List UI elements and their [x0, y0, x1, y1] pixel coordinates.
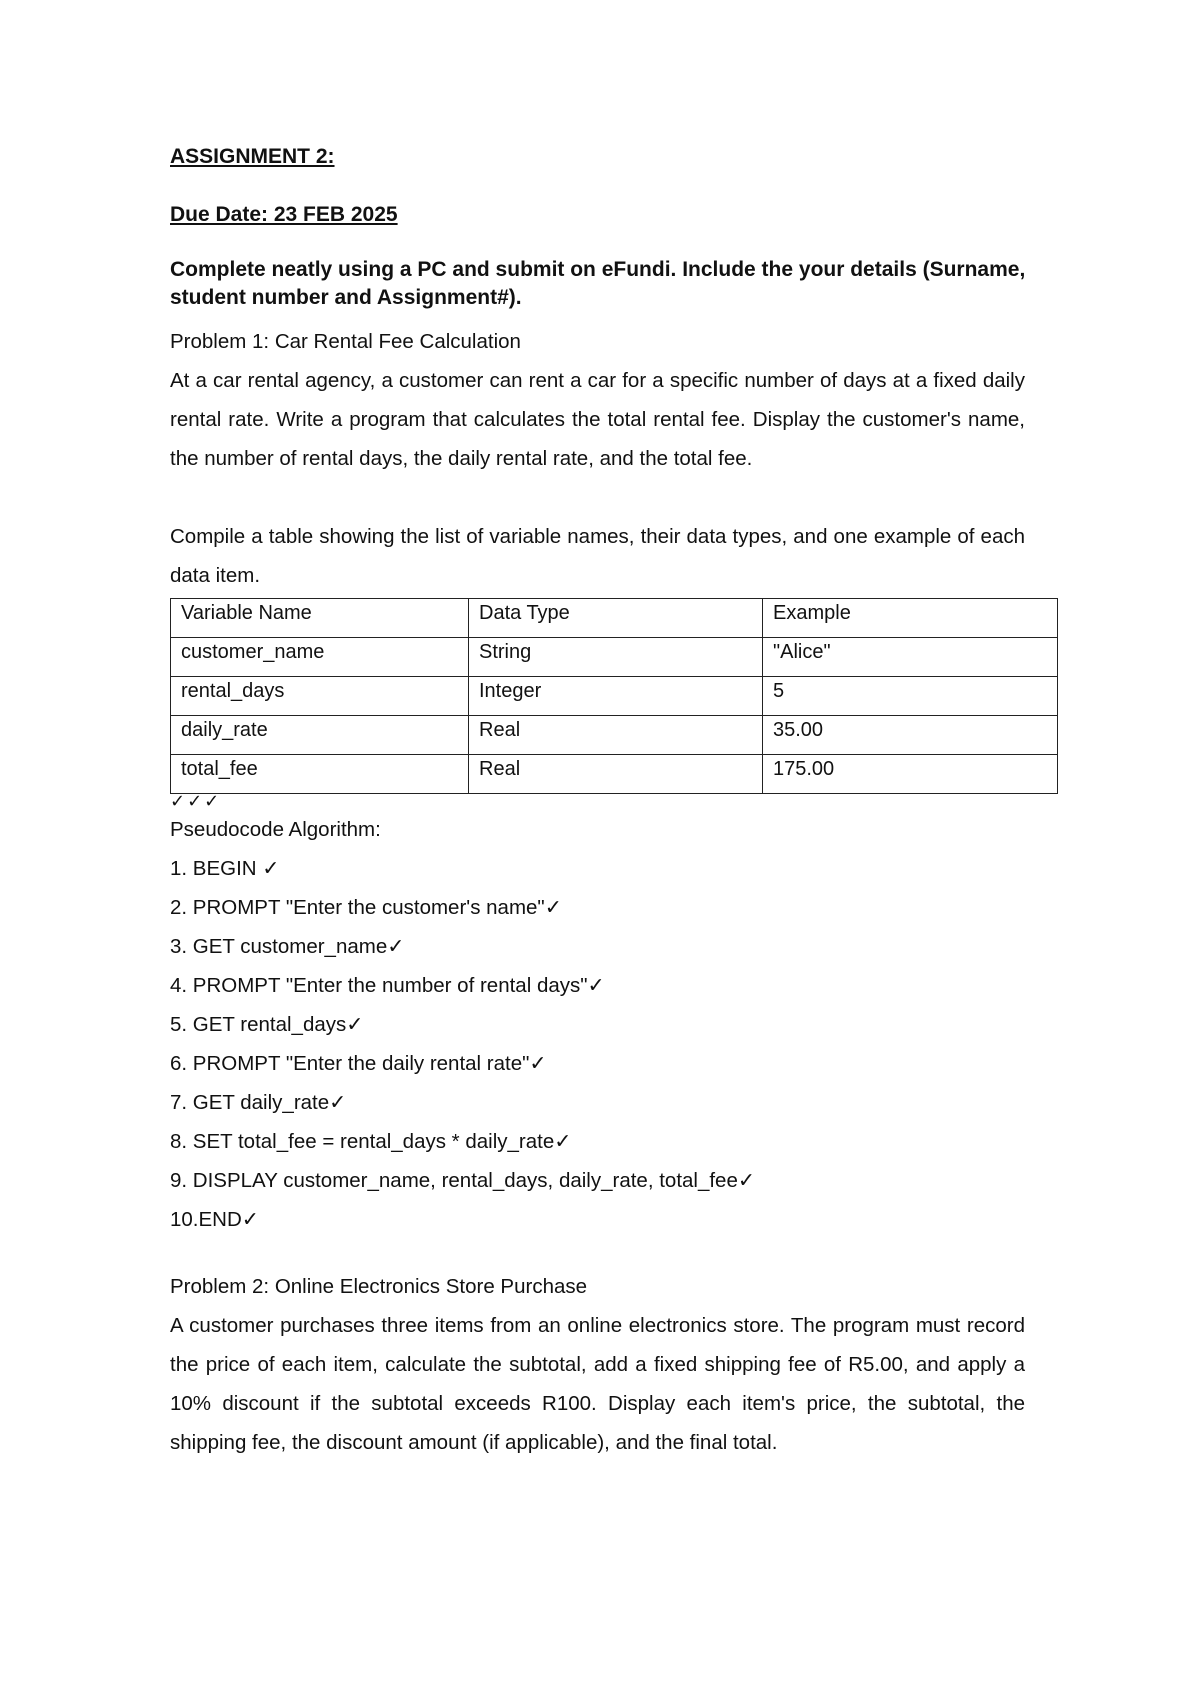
pseudocode-step: 4. PROMPT "Enter the number of rental days"✓	[170, 974, 605, 997]
table-row	[171, 677, 1058, 716]
spacer	[170, 478, 1060, 517]
submission-instructions: Complete neatly using a PC and submit on eFundi. Include the your details (Surname, student number and Assignment#).	[170, 258, 1026, 309]
table-cell: rental_days	[171, 677, 469, 716]
table-cell: 5	[763, 677, 1058, 716]
table-header-row	[171, 599, 1058, 638]
pseudocode-step: 10.END✓	[170, 1208, 259, 1231]
header-cell: Variable Name	[171, 599, 469, 638]
pseudocode-step: 5. GET rental_days✓	[170, 1013, 364, 1036]
table-cell: String	[469, 638, 763, 677]
table-cell: "Alice"	[763, 638, 1058, 677]
problem1-title: Problem 1: Car Rental Fee Calculation	[170, 330, 521, 353]
table-cell: Real	[469, 716, 763, 755]
pseudocode-step: 8. SET total_fee = rental_days * daily_rate✓	[170, 1130, 572, 1153]
problem1-description: At a car rental agency, a customer can rent a car for a specific number of days at a fixed daily rental rate. Write a program that calculates the total rental fee. Display the customer's name, the number of rental days, the daily rental rate, and the total fee.	[170, 369, 1025, 470]
pseudocode-step: 9. DISPLAY customer_name, rental_days, daily_rate, total_fee✓	[170, 1169, 756, 1192]
table-prompt: Compile a table showing the list of variable names, their data types, and one example of each data item.	[170, 525, 1025, 587]
table-cell: 35.00	[763, 716, 1058, 755]
variables-table	[170, 598, 1058, 794]
table-cell: daily_rate	[171, 716, 469, 755]
table-row	[171, 755, 1058, 794]
table-cell: total_fee	[171, 755, 469, 794]
pseudocode-step: 3. GET customer_name✓	[170, 935, 405, 958]
header-cell: Example	[763, 599, 1058, 638]
due-date: Due Date: 23 FEB 2025	[170, 203, 398, 226]
table-cell: Integer	[469, 677, 763, 716]
table-row	[171, 638, 1058, 677]
pseudocode-step: 7. GET daily_rate✓	[170, 1091, 347, 1114]
table-cell: customer_name	[171, 638, 469, 677]
pseudocode-step: 2. PROMPT "Enter the customer's name"✓	[170, 896, 562, 919]
problem2-title: Problem 2: Online Electronics Store Purchase	[170, 1275, 588, 1298]
header-cell: Data Type	[469, 599, 763, 638]
table-row	[171, 716, 1058, 755]
pseudocode-steps	[170, 849, 1060, 1239]
pseudocode-step: 1. BEGIN ✓	[170, 857, 280, 880]
pseudocode-title: Pseudocode Algorithm:	[170, 818, 381, 841]
table-cell: 175.00	[763, 755, 1058, 794]
pseudocode-step: 6. PROMPT "Enter the daily rental rate"✓	[170, 1052, 547, 1075]
table-cell: Real	[469, 755, 763, 794]
problem2-description: A customer purchases three items from an online electronics store. The program must record the price of each item, calculate the subtotal, add a fixed shipping fee of R5.00, and apply a 10% discount if the subtotal exceeds R100. Display each item's price, the subtotal, the shipping fee, the discount amount (if applicable), and the final total.	[170, 1314, 1025, 1454]
table-tick-marks: ✓✓✓	[170, 791, 222, 811]
assignment-title: ASSIGNMENT 2:	[170, 145, 335, 168]
